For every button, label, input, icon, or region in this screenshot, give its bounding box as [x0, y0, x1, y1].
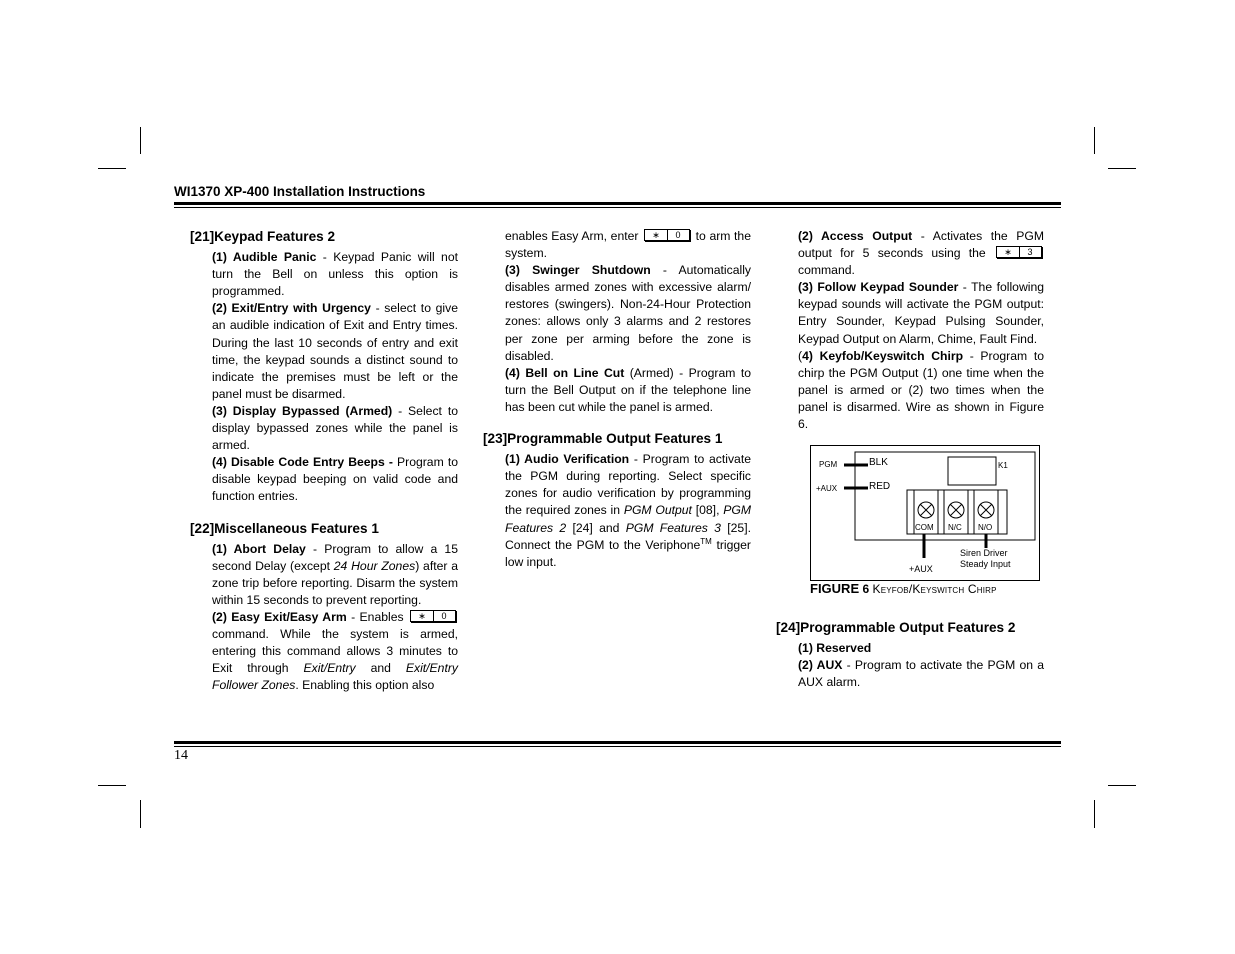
- paragraph: [212, 249, 458, 300]
- page-number: 14: [174, 748, 188, 763]
- item-label: (2) AUX: [798, 658, 843, 673]
- column-1: [190, 228, 458, 694]
- column-3-bottom: [776, 619, 1044, 691]
- figure-caption: [810, 581, 997, 596]
- keypad-key-sequence: [996, 246, 1042, 258]
- figure-keyfob-wiring: [810, 445, 1040, 581]
- item-text: . Enabling this option also: [295, 678, 435, 693]
- label-siren-driver: Siren Driver: [960, 548, 1008, 558]
- paragraph: [212, 300, 458, 403]
- item-text: - Select to display bypassed zones while the panel is armed.: [212, 403, 458, 453]
- crop-mark: [1108, 168, 1136, 169]
- figure-caption-text: Keyfob/Keyswitch Chirp: [872, 582, 997, 596]
- column-3: [776, 228, 1044, 433]
- item-text: (: [798, 348, 803, 363]
- section-title-24: [24]Programmable Output Features 2: [776, 620, 1016, 635]
- item-label: (1) Audio Verification: [505, 452, 630, 467]
- item-emphasis: 24 Hour Zones: [333, 558, 416, 573]
- paragraph: [798, 228, 1044, 279]
- paragraph: [505, 262, 751, 365]
- item-text: - Program to allow a 15 second Delay (except: [212, 541, 458, 573]
- key-three: 3: [1027, 247, 1033, 258]
- crop-mark: [140, 800, 141, 828]
- paragraph: [212, 454, 458, 505]
- label-nc: N/C: [948, 523, 962, 532]
- item-label: (2) Easy Exit/Easy Arm: [212, 609, 347, 624]
- item-text: to arm the system.: [505, 229, 751, 261]
- crop-mark: [1094, 127, 1095, 154]
- header-rule-thin: [174, 207, 1061, 208]
- crop-mark: [1094, 800, 1095, 828]
- item-emphasis: Exit/Entry: [303, 661, 356, 676]
- item-emphasis: PGM Features 3: [625, 520, 721, 535]
- item-text: ) after a zone trip before reporting. Disarm the system within 15 seconds to prevent reporting.: [212, 558, 458, 607]
- crop-mark: [1108, 785, 1136, 786]
- item-label: (1) Abort Delay: [212, 541, 306, 556]
- item-text: - Keypad Panic will not turn the Bell on unless this option is programmed.: [212, 250, 458, 299]
- item-text: - Program to activate the PGM on a AUX alarm.: [798, 658, 1045, 690]
- label-k1: K1: [998, 461, 1008, 470]
- footer-rule-thick: [174, 741, 1061, 744]
- item-text: - The following keypad sounds will activate the PGM output: Entry Sounder, Keypad Pulsing Sounder, Keypad Output on Alarm, Chime, Fault Find.: [798, 280, 1045, 346]
- item-text: and: [355, 661, 406, 676]
- paragraph: [212, 403, 458, 454]
- label-red: RED: [869, 481, 891, 492]
- item-label: (3) Display Bypassed (Armed): [212, 403, 393, 418]
- paragraph: [798, 640, 1044, 657]
- item-label: (4) Bell on Line Cut: [505, 365, 625, 380]
- item-text: [25]. Connect the PGM to the Veriphone: [505, 520, 751, 552]
- crop-mark: [140, 127, 141, 154]
- label-aux: +AUX: [816, 484, 838, 493]
- key-zero: 0: [675, 230, 681, 240]
- item-text: - Program to activate the PGM during reporting. Select specific zones for audio verification by programming the required zones in: [505, 452, 751, 518]
- label-no: N/O: [978, 523, 993, 532]
- item-label: (3) Follow Keypad Sounder: [798, 280, 959, 295]
- column-2: [483, 228, 751, 571]
- section-title-21: [21]Keypad Features 2: [190, 229, 336, 244]
- paragraph: [798, 657, 1044, 691]
- label-pgm: PGM: [819, 460, 838, 469]
- item-text: [08],: [691, 503, 724, 518]
- section-title-22: [22]Miscellaneous Features 1: [190, 520, 379, 536]
- paragraph: [212, 609, 458, 694]
- trademark-sup: TM: [700, 536, 712, 546]
- item-text: - Activates the PGM output for 5 seconds using the: [798, 229, 1044, 261]
- paragraph: [212, 541, 458, 609]
- figure-label: FIGURE: [810, 581, 860, 596]
- item-text: command.: [798, 263, 855, 278]
- key-star: ∗: [997, 247, 1020, 257]
- item-label: (1) Reserved: [798, 641, 872, 656]
- item-label: (4) Disable Code Entry Beeps -: [212, 455, 393, 470]
- keypad-key-sequence: [410, 610, 456, 622]
- section-title-23: [23]Programmable Output Features 1: [483, 431, 723, 447]
- item-emphasis: PGM Output: [623, 503, 692, 518]
- item-text: trigger low input.: [505, 537, 751, 569]
- key-zero: 0: [441, 610, 447, 621]
- page-header-title: WI1370 XP-400 Installation Instructions: [174, 184, 426, 199]
- label-com: COM: [915, 523, 934, 532]
- paragraph: [505, 228, 751, 262]
- item-text: - select to give an audible indication of Exit and Entry times. During the last 10 seconds of entry and exit time, the keypad sounds a distinct sound to indicate the premises must be left or the panel must be disarmed.: [212, 301, 458, 401]
- item-text: command. While the system is armed, entering this command allows 3 minutes to Exit through: [212, 627, 458, 676]
- item-label: (2) Exit/Entry with Urgency: [212, 301, 371, 316]
- header-rule-thick: [174, 202, 1061, 205]
- paragraph: [505, 365, 751, 416]
- item-emphasis: Exit/Entry Follower Zones: [212, 661, 458, 693]
- label-steady-input: Steady Input: [960, 559, 1011, 569]
- item-emphasis: PGM Features 2: [505, 503, 752, 535]
- footer-rule-thin: [174, 746, 1061, 747]
- item-text: - Program to chirp the PGM Output (1) one time when the panel is armed or (2) two times when the panel is disarmed. Wire as shown in Figure 6.: [798, 348, 1044, 432]
- keypad-key-sequence: [644, 229, 690, 241]
- item-text: (Armed) - Program to turn the Bell Output on if the telephone line has been cut while the panel is armed.: [505, 365, 751, 414]
- item-label: 4) Keyfob/Keyswitch Chirp: [802, 348, 964, 363]
- key-star: ∗: [411, 611, 434, 621]
- label-blk: BLK: [869, 457, 888, 468]
- item-text: - Automatically disables armed zones with excessive alarm/ restores (swingers). Non-24-Hour Protection zones: allows only 3 alarms and 2 restores per zone per arming before the zone is disabled.: [505, 263, 752, 363]
- paragraph: [798, 279, 1044, 347]
- item-text: - Enables: [346, 609, 408, 624]
- label-aux-bottom: +AUX: [909, 564, 933, 574]
- crop-mark: [98, 785, 126, 786]
- item-label: (1) Audible Panic: [212, 250, 317, 265]
- crop-mark: [98, 168, 126, 169]
- item-text: Program to disable keypad beeping on valid code and function entries.: [212, 455, 458, 504]
- item-text: enables Easy Arm, enter: [505, 229, 643, 243]
- item-text: [24] and: [566, 520, 626, 535]
- paragraph: [798, 348, 1044, 433]
- item-label: (3) Swinger Shutdown: [505, 263, 651, 278]
- key-star: ∗: [645, 230, 668, 240]
- item-label: (2) Access Output: [798, 229, 913, 243]
- paragraph: [505, 451, 751, 571]
- figure-number: 6: [862, 582, 870, 596]
